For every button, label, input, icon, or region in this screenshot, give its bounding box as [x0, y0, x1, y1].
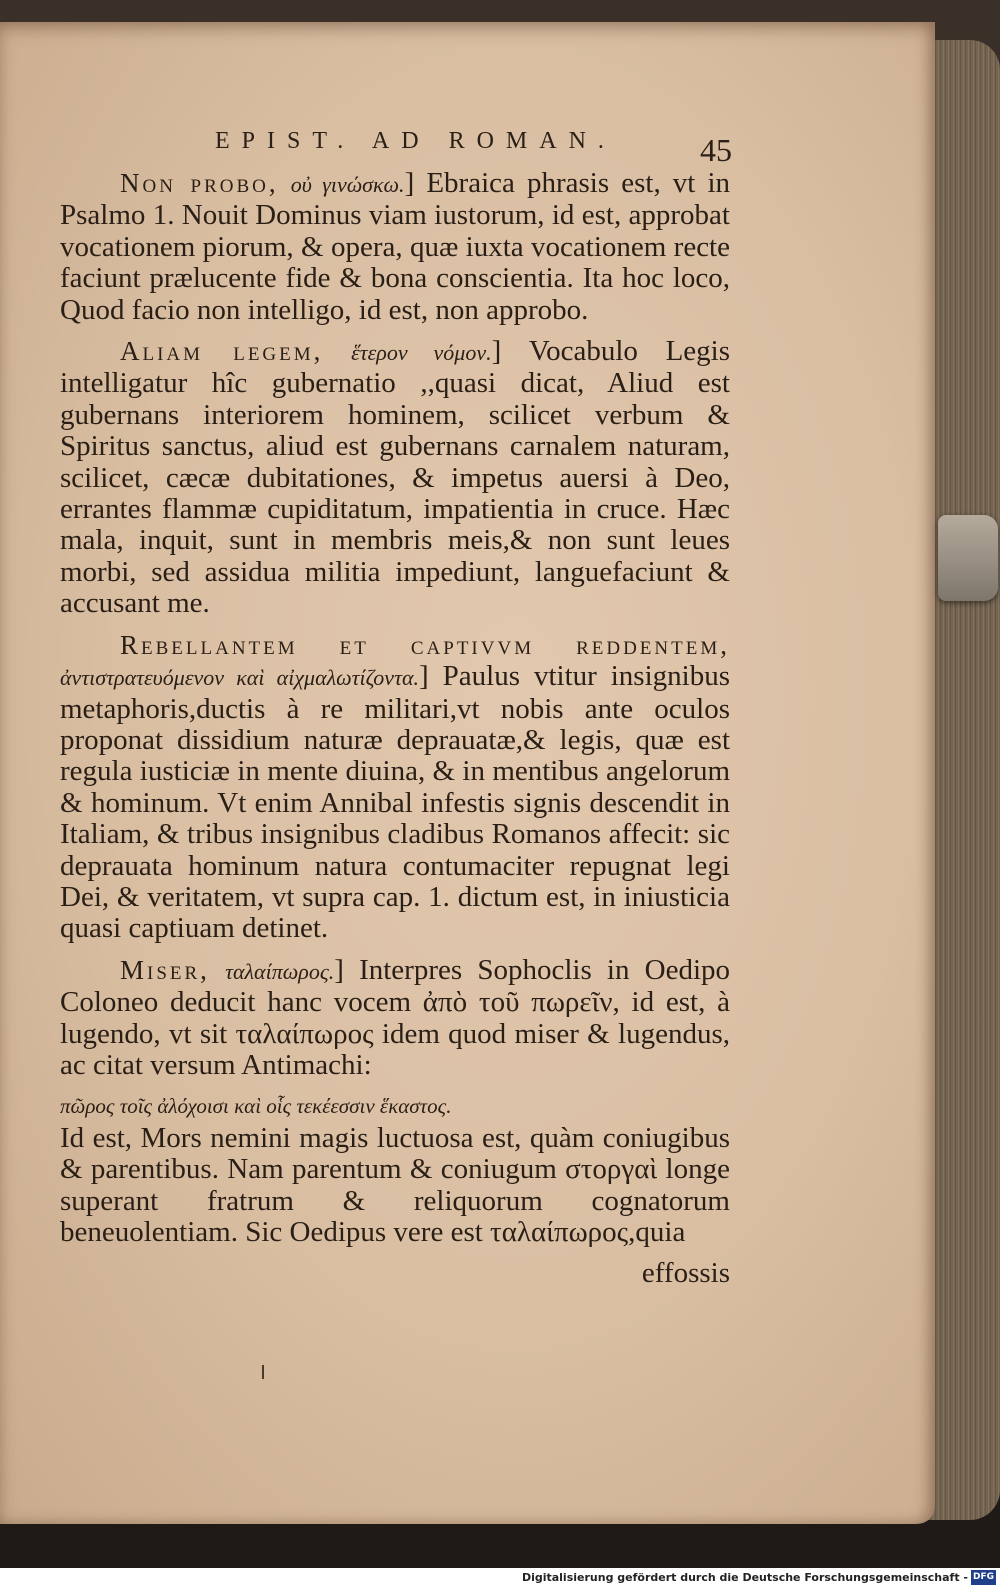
paragraph-text: ] Vocabulo Legis intelligatur hîc gubernatio ,,quasi dicat, Aliud est gubernans interiorem hominem, scilicet verbum & Spiritus sanctus, aliud est gubernans carnalem naturam, scilicet, cæcæ dubitationes, & impetus auersi à Deo, errantes flammæ cupiditatum, impatientia in cruce. Hæc mala, inquit, sunt in membris meis,& non sunt leues morbi, sed assidua militia impediunt, languefaciunt & accusant me. — [60, 335, 731, 620]
greek-phrase: ταλαίπωρος. — [225, 958, 335, 984]
lemma: Aliam legem, — [120, 336, 324, 367]
lemma: Non probo, — [120, 168, 279, 198]
running-title: EPIST. AD ROMAN. — [215, 128, 616, 154]
paragraph-miser — [60, 955, 730, 1082]
main-text-block — [60, 150, 730, 1290]
stray-mark — [262, 1365, 264, 1379]
greek-verse-quote: πῶρος τοῖς ἀλόχοισι καὶ οἷς τεκέεσσιν ἕκαστος. — [60, 1094, 452, 1119]
paragraph-text: ] Ebraica phrasis est, vt in Psalmo 1. Nouit Dominus viam iustorum, id est, approbat vocationem piorum, & opera, quæ iuxta vocationem recte faciunt prælucente fide & bona conscientia. Ita hoc loco, Quod facio non intelligo, id est, non approbo. — [60, 167, 731, 326]
greek-phrase: οὐ γινώσκω. — [290, 172, 405, 197]
lemma: Rebellantem et captivvm reddentem, — [120, 629, 730, 660]
greek-phrase: ἀντιστρατευόμενον καὶ αἰχμαλωτίζοντα. — [60, 665, 419, 691]
paragraph-non-probo — [60, 168, 730, 326]
lemma: Miser, — [120, 954, 210, 985]
paragraph-aliam-legem — [60, 336, 730, 620]
dfg-logo: DFG — [971, 1570, 996, 1585]
funding-credit: Digitalisierung gefördert durch die Deutsche Forschungsgemeinschaft - — [521, 1571, 968, 1584]
catchword: effossis — [641, 1257, 730, 1290]
paragraph-rebellantem — [60, 630, 730, 945]
paragraph-text: ] Interpres Sophoclis in Oedipo Coloneo deducit hanc vocem ἀπὸ τοῦ πωρεῖν, id est, à lugendo, vt sit ταλαίπωρος idem quod miser & lugendus, ac citat versum Antimachi: — [60, 953, 730, 1081]
page-clip-tab — [938, 515, 998, 601]
paragraph-text: ] Paulus vtitur insignibus metaphoris,ductis à re militari,vt nobis ante oculos proponat dissidium naturæ deprauatæ,& legis, quæ est regula iusticiæ in mente diuina, & in mentibus angelorum & hominum. Vt enim Annibal infestis signis descendit in Italiam, & tribus insignibus cladibus Romanos affecit: sic deprauata hominum natura contumaciter repugnat legi Dei, & veritatem, vt supra cap. 1. dictum est, in iniusticia quasi captiuam detinet. — [60, 660, 730, 945]
greek-phrase: ἕτερον νόμον. — [351, 340, 492, 366]
page-number: 45 — [700, 132, 732, 168]
closing-paragraph: Id est, Mors nemini magis luctuosa est, quàm coniugibus & parentibus. Nam parentum & coniugum στοργαὶ longe superant fratrum & reliquorum cognatorum beneuolentiam. Sic Oedipus vere est ταλαίπωρος,quia — [60, 1121, 730, 1248]
